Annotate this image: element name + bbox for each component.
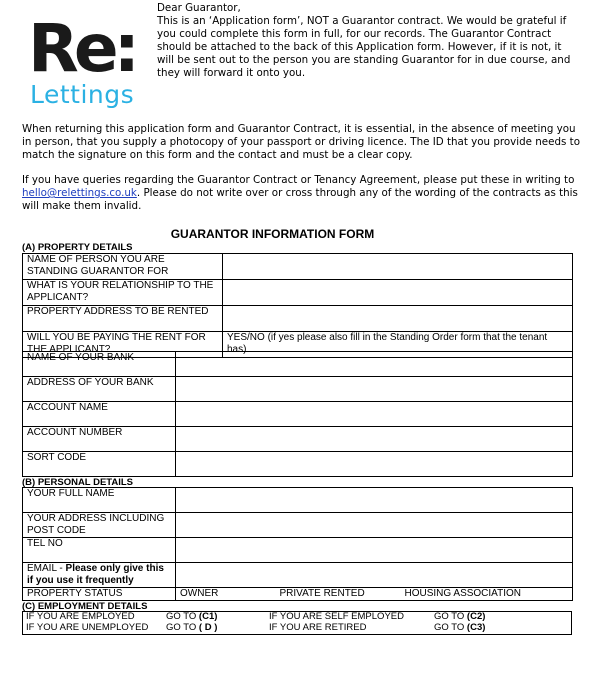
goto-cell [430, 611, 572, 622]
field-label: PROPERTY ADDRESS TO BE RENTED [23, 306, 223, 332]
relationship-input[interactable] [223, 280, 573, 306]
goto-code: (C2) [466, 611, 486, 622]
bank-name-input[interactable] [176, 352, 573, 377]
goto-cell [430, 622, 572, 633]
greeting: Dear Guarantor, [157, 2, 241, 14]
contact-email-link[interactable]: hello@relettings.co.uk [22, 187, 137, 199]
goto-text: GO TO [434, 611, 467, 622]
goto-text: GO TO [166, 622, 199, 633]
email-label [23, 563, 176, 588]
sort-code-input[interactable] [176, 452, 573, 477]
status-housing-option[interactable]: HOUSING ASSOCIATION [404, 588, 521, 599]
personal-details-table [22, 487, 573, 601]
account-number-input[interactable] [176, 427, 573, 452]
property-address-input[interactable] [223, 306, 573, 332]
field-label: TEL NO [23, 538, 176, 563]
table-row [23, 306, 573, 332]
table-row [23, 538, 573, 563]
field-label: YOUR ADDRESS INCLUDING POST CODE [23, 513, 176, 538]
property-details-table [22, 253, 573, 358]
field-label: WILL YOU BE PAYING THE RENT FOR THE APPLICANT? [23, 332, 223, 358]
field-label: SORT CODE [23, 452, 176, 477]
field-label: ADDRESS OF YOUR BANK [23, 377, 176, 402]
employment-option-employed[interactable]: IF YOU ARE EMPLOYED [26, 611, 135, 622]
employment-option-retired[interactable]: IF YOU ARE RETIRED [269, 622, 367, 633]
table-row [23, 427, 573, 452]
field-label: ACCOUNT NAME [23, 402, 176, 427]
table-row [23, 513, 573, 538]
section-b-title: (B) PERSONAL DETAILS [22, 477, 134, 488]
goto-text: GO TO [434, 622, 467, 633]
field-label: PROPERTY STATUS [23, 588, 176, 601]
email-label-text: EMAIL - [27, 563, 66, 574]
full-name-input[interactable] [176, 488, 573, 513]
relettings-logo [28, 10, 153, 110]
section-a-title: (A) PROPERTY DETAILS [22, 242, 133, 253]
goto-code: ( D ) [198, 622, 218, 633]
status-options-group [276, 588, 573, 601]
table-row [23, 563, 573, 588]
table-row [23, 254, 573, 280]
table-row [23, 352, 573, 377]
table-row [23, 402, 573, 427]
goto-cell [162, 622, 265, 633]
employment-option-unemployed[interactable]: IF YOU ARE UNEMPLOYED [26, 622, 149, 633]
bank-address-input[interactable] [176, 377, 573, 402]
logo-lettings-text: Lettings [30, 80, 135, 109]
field-label: ACCOUNT NUMBER [23, 427, 176, 452]
pay-rent-answer[interactable]: YES/NO (if yes please also fill in the Standing Order form that the tenant has) [223, 332, 573, 358]
queries-text-before: If you have queries regarding the Guarantor Contract or Tenancy Agreement, please put these in writing to [22, 174, 575, 186]
section-c-title: (C) EMPLOYMENT DETAILS [22, 601, 148, 612]
employment-details-table [22, 611, 572, 633]
intro-body: This is an ‘Application form’, NOT a Guarantor contract. We would be grateful if you could complete this form in full, for our records. The Guarantor Contract should be attached to the back of this Application form. However, if it is not, it will be sent out to the person you are standing Guarantor for in due course, and they will forward it onto you. [157, 15, 571, 79]
intro-letter [157, 2, 577, 80]
address-input[interactable] [176, 513, 573, 538]
account-name-input[interactable] [176, 402, 573, 427]
status-owner-option[interactable]: OWNER [176, 588, 276, 601]
goto-code: (C3) [466, 622, 486, 633]
property-status-row [23, 588, 573, 601]
goto-cell [162, 611, 265, 622]
table-row [23, 488, 573, 513]
field-label: WHAT IS YOUR RELATIONSHIP TO THE APPLICANT? [23, 280, 223, 306]
form-title: GUARANTOR INFORMATION FORM [170, 227, 375, 241]
id-requirements-paragraph: When returning this application form and Guarantor Contract, it is essential, in the absence of meeting you in person, that you supply a photocopy of your passport or driving licence. The ID that you provide needs to match the signature on this form and the contact and must be a clear copy. [22, 123, 580, 161]
table-row [22, 622, 572, 633]
queries-paragraph [22, 174, 582, 213]
table-row [23, 280, 573, 306]
tel-input[interactable] [176, 538, 573, 563]
employment-option-self-employed[interactable]: IF YOU ARE SELF EMPLOYED [269, 611, 404, 622]
goto-text: GO TO [166, 611, 199, 622]
field-label: NAME OF PERSON YOU ARE STANDING GUARANTOR FOR [23, 254, 223, 280]
logo-re-text: Re: [28, 10, 135, 87]
table-row [23, 377, 573, 402]
goto-code: (C1) [198, 611, 218, 622]
email-note: Please only give this if you use it frequently [27, 563, 164, 586]
table-row [23, 452, 573, 477]
field-label: NAME OF YOUR BANK [23, 352, 176, 377]
guarantor-for-input[interactable] [223, 254, 573, 280]
bank-details-table [22, 351, 573, 477]
queries-text-after: . Please do not write over or cross through any of the wording of the contracts as this will make them invalid. [22, 187, 578, 212]
field-label: YOUR FULL NAME [23, 488, 176, 513]
email-input[interactable] [176, 563, 573, 588]
status-private-option[interactable]: PRIVATE RENTED [279, 588, 365, 599]
table-row [22, 611, 572, 622]
